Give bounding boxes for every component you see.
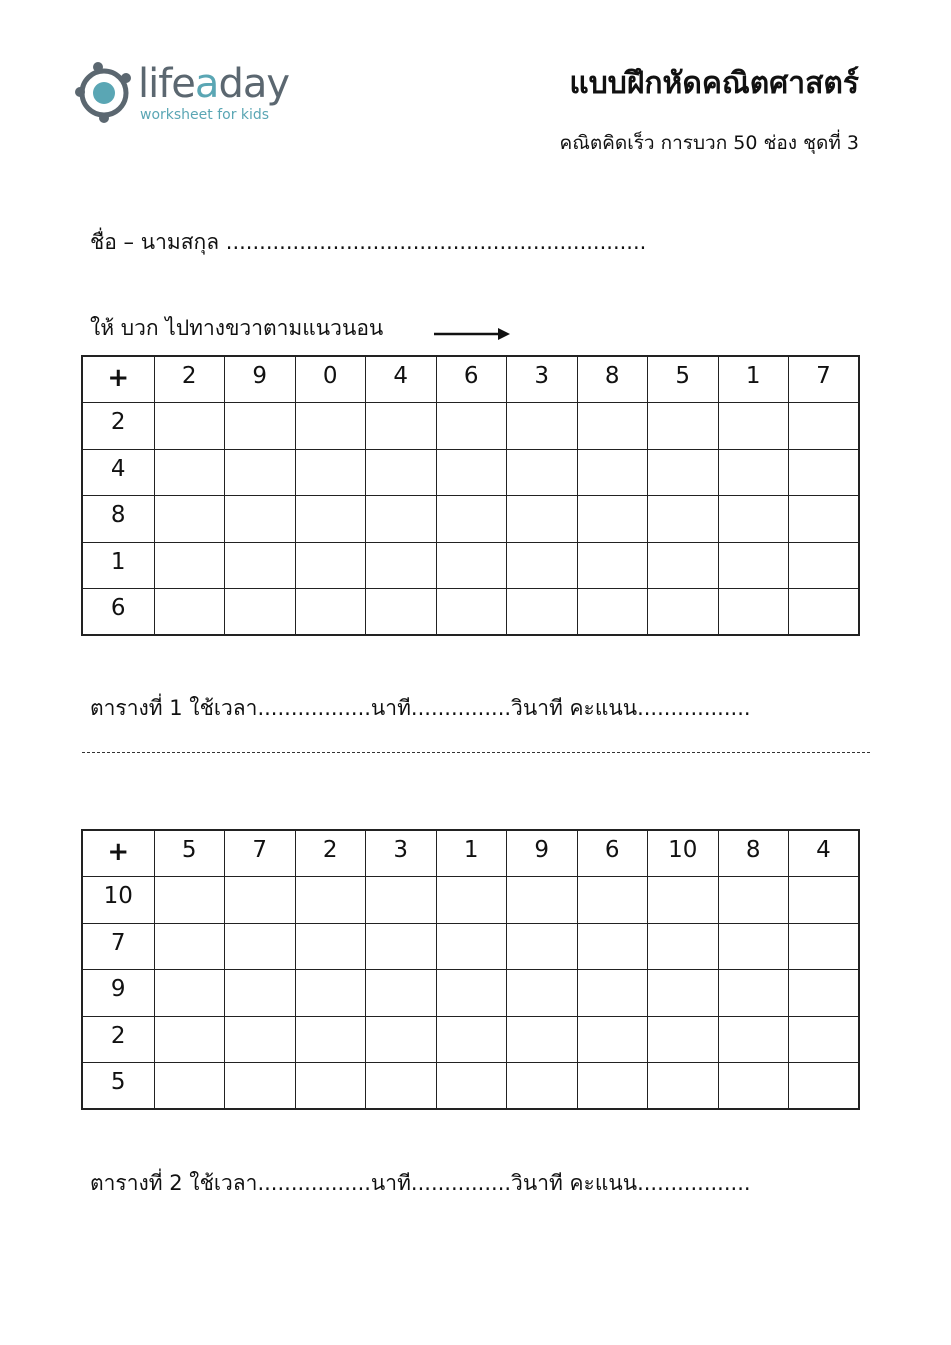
answer-cell[interactable]	[577, 1063, 648, 1110]
answer-cell[interactable]	[789, 923, 860, 970]
column-header-cell: 6	[436, 356, 507, 403]
answer-cell[interactable]	[436, 496, 507, 543]
column-header-cell: 0	[295, 356, 366, 403]
answer-cell[interactable]	[718, 496, 789, 543]
column-header-cell: 1	[718, 356, 789, 403]
answer-cell[interactable]	[718, 589, 789, 636]
answer-cell[interactable]	[295, 403, 366, 450]
table-row	[82, 403, 859, 450]
table-row	[82, 877, 859, 924]
table-row	[82, 1063, 859, 1110]
answer-cell[interactable]	[436, 923, 507, 970]
answer-cell[interactable]	[507, 449, 578, 496]
answer-cell[interactable]	[366, 877, 437, 924]
column-header-cell: 5	[648, 356, 719, 403]
answer-cell[interactable]	[577, 403, 648, 450]
header-row	[82, 356, 859, 403]
answer-cell[interactable]	[295, 970, 366, 1017]
row-header-cell: 6	[82, 589, 154, 636]
answer-cell[interactable]	[154, 589, 225, 636]
table-row	[82, 589, 859, 636]
column-header-cell: 8	[577, 356, 648, 403]
answer-cell[interactable]	[577, 542, 648, 589]
answer-cell[interactable]	[577, 970, 648, 1017]
addition-table-1	[81, 355, 860, 636]
answer-cell[interactable]	[789, 970, 860, 1017]
answer-cell[interactable]	[436, 589, 507, 636]
answer-cell[interactable]	[648, 542, 719, 589]
answer-cell[interactable]	[225, 877, 296, 924]
logo-tagline: worksheet for kids	[140, 107, 270, 123]
answer-cell[interactable]	[648, 496, 719, 543]
answer-cell[interactable]	[718, 449, 789, 496]
answer-cell[interactable]	[154, 542, 225, 589]
column-header-cell: 3	[366, 830, 437, 877]
row-header-cell: 8	[82, 496, 154, 543]
answer-cell[interactable]	[366, 1063, 437, 1110]
answer-cell[interactable]	[507, 403, 578, 450]
answer-cell[interactable]	[295, 496, 366, 543]
row-header-cell: 5	[82, 1063, 154, 1110]
answer-cell[interactable]	[648, 1016, 719, 1063]
answer-cell[interactable]	[789, 1063, 860, 1110]
answer-cell[interactable]	[718, 877, 789, 924]
answer-cell[interactable]	[577, 923, 648, 970]
answer-cell[interactable]	[507, 923, 578, 970]
row-header-cell: 2	[82, 1016, 154, 1063]
answer-cell[interactable]	[154, 496, 225, 543]
table-row	[82, 449, 859, 496]
column-header-cell: 4	[366, 356, 437, 403]
answer-cell[interactable]	[577, 449, 648, 496]
answer-cell[interactable]	[718, 1063, 789, 1110]
answer-cell[interactable]	[225, 1016, 296, 1063]
column-header-cell: 6	[577, 830, 648, 877]
answer-cell[interactable]	[225, 970, 296, 1017]
answer-cell[interactable]	[718, 542, 789, 589]
logo-wordmark: lifeaday	[138, 61, 290, 107]
answer-cell[interactable]	[225, 923, 296, 970]
answer-cell[interactable]	[718, 970, 789, 1017]
column-header-cell: 8	[718, 830, 789, 877]
row-header-cell: 7	[82, 923, 154, 970]
row-header-cell: 10	[82, 877, 154, 924]
answer-cell[interactable]	[789, 403, 860, 450]
answer-cell[interactable]	[507, 970, 578, 1017]
answer-cell[interactable]	[436, 403, 507, 450]
answer-cell[interactable]	[154, 449, 225, 496]
answer-cell[interactable]	[718, 1016, 789, 1063]
answer-cell[interactable]	[577, 496, 648, 543]
column-header-cell: 9	[225, 356, 296, 403]
column-header-cell: 7	[789, 356, 860, 403]
arrow-right-icon	[434, 325, 514, 343]
answer-cell[interactable]	[648, 403, 719, 450]
answer-cell[interactable]	[789, 449, 860, 496]
answer-cell[interactable]	[225, 403, 296, 450]
answer-cell[interactable]	[789, 1016, 860, 1063]
table-row	[82, 970, 859, 1017]
answer-cell[interactable]	[154, 923, 225, 970]
answer-cell[interactable]	[648, 589, 719, 636]
operator-cell: +	[82, 356, 154, 403]
table-row	[82, 1016, 859, 1063]
column-header-cell: 7	[225, 830, 296, 877]
answer-cell[interactable]	[436, 1016, 507, 1063]
instruction-text: ให้ บวก ไปทางขวาตามแนวนอน	[90, 316, 384, 340]
answer-cell[interactable]	[295, 449, 366, 496]
answer-cell[interactable]	[225, 449, 296, 496]
answer-cell[interactable]	[366, 403, 437, 450]
column-header-cell: 9	[507, 830, 578, 877]
table-row	[82, 496, 859, 543]
answer-cell[interactable]	[577, 589, 648, 636]
answer-cell[interactable]	[366, 970, 437, 1017]
answer-cell[interactable]	[577, 1016, 648, 1063]
answer-cell[interactable]	[507, 1016, 578, 1063]
answer-cell[interactable]	[154, 403, 225, 450]
answer-cell[interactable]	[295, 542, 366, 589]
answer-cell[interactable]	[507, 877, 578, 924]
operator-cell: +	[82, 830, 154, 877]
answer-cell[interactable]	[789, 877, 860, 924]
answer-cell[interactable]	[789, 542, 860, 589]
answer-cell[interactable]	[295, 1063, 366, 1110]
answer-cell[interactable]	[648, 877, 719, 924]
answer-cell[interactable]	[295, 1016, 366, 1063]
answer-cell[interactable]	[577, 877, 648, 924]
answer-cell[interactable]	[718, 403, 789, 450]
answer-cell[interactable]	[225, 589, 296, 636]
answer-cell[interactable]	[648, 923, 719, 970]
answer-cell[interactable]	[436, 449, 507, 496]
answer-cell[interactable]	[366, 542, 437, 589]
logo	[72, 58, 312, 128]
answer-cell[interactable]	[225, 496, 296, 543]
answer-cell[interactable]	[789, 589, 860, 636]
answer-cell[interactable]	[718, 923, 789, 970]
answer-cell[interactable]	[507, 1063, 578, 1110]
answer-cell[interactable]	[436, 970, 507, 1017]
header-row	[82, 830, 859, 877]
answer-cell[interactable]	[225, 542, 296, 589]
row-header-cell: 9	[82, 970, 154, 1017]
cut-divider	[82, 752, 870, 753]
table-row	[82, 923, 859, 970]
row-header-cell: 2	[82, 403, 154, 450]
answer-cell[interactable]	[366, 449, 437, 496]
answer-cell[interactable]	[295, 877, 366, 924]
answer-cell[interactable]	[154, 970, 225, 1017]
table2-footer: ตารางที่ 2 ใช้เวลา.................นาที...............วินาที คะแนน.................	[90, 1171, 751, 1195]
column-header-cell: 2	[154, 356, 225, 403]
answer-cell[interactable]	[366, 589, 437, 636]
addition-table-2	[81, 829, 860, 1110]
answer-cell[interactable]	[295, 923, 366, 970]
answer-cell[interactable]	[648, 970, 719, 1017]
answer-cell[interactable]	[436, 542, 507, 589]
page-subtitle: คณิตคิดเร็ว การบวก 50 ช่อง ชุดที่ 3	[559, 132, 859, 154]
column-header-cell: 5	[154, 830, 225, 877]
column-header-cell: 2	[295, 830, 366, 877]
answer-cell[interactable]	[225, 1063, 296, 1110]
logo-mark-icon	[72, 58, 136, 128]
answer-cell[interactable]	[366, 923, 437, 970]
answer-cell[interactable]	[789, 496, 860, 543]
answer-cell[interactable]	[436, 1063, 507, 1110]
name-field[interactable]: ชื่อ – นามสกุล ...............................................................	[90, 230, 647, 254]
column-header-cell: 1	[436, 830, 507, 877]
answer-cell[interactable]	[507, 589, 578, 636]
answer-cell[interactable]	[366, 496, 437, 543]
page-title: แบบฝึกหัดคณิตศาสตร์	[569, 66, 859, 101]
answer-cell[interactable]	[366, 1016, 437, 1063]
answer-cell[interactable]	[648, 1063, 719, 1110]
table1-footer: ตารางที่ 1 ใช้เวลา.................นาที...............วินาที คะแนน.................	[90, 696, 751, 720]
answer-cell[interactable]	[436, 877, 507, 924]
answer-cell[interactable]	[507, 542, 578, 589]
column-header-cell: 4	[789, 830, 860, 877]
row-header-cell: 1	[82, 542, 154, 589]
answer-cell[interactable]	[154, 1063, 225, 1110]
answer-cell[interactable]	[154, 1016, 225, 1063]
table-row	[82, 542, 859, 589]
answer-cell[interactable]	[507, 496, 578, 543]
column-header-cell: 3	[507, 356, 578, 403]
answer-cell[interactable]	[648, 449, 719, 496]
column-header-cell: 10	[648, 830, 719, 877]
answer-cell[interactable]	[295, 589, 366, 636]
row-header-cell: 4	[82, 449, 154, 496]
answer-cell[interactable]	[154, 877, 225, 924]
